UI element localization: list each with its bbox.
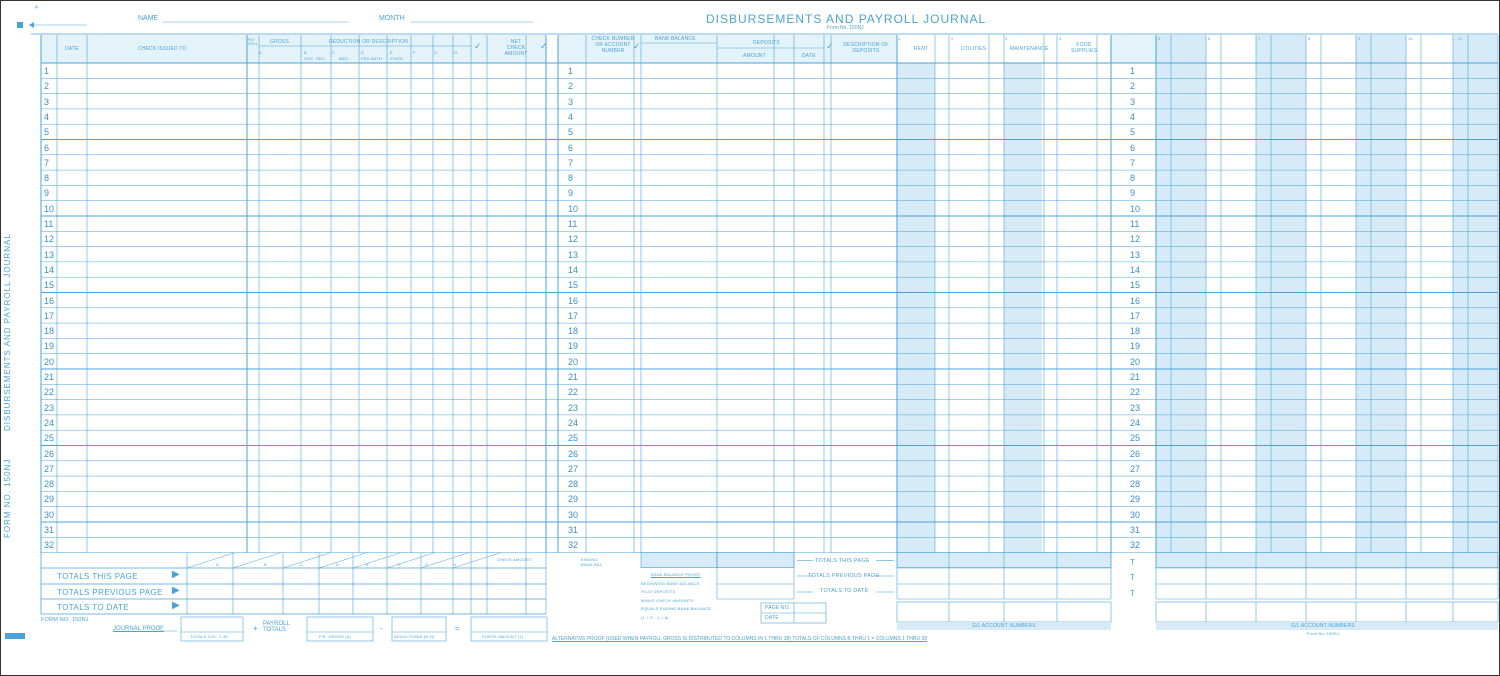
bank-proof-note: BANK BALANCE PROOF [651,572,701,577]
check-mark-icon: ✓ [633,42,641,52]
sub-e: E [390,50,393,55]
row-number-left: 31 [44,525,55,535]
row-number-left: 14 [44,264,55,275]
right-num-10: 10 [1408,36,1413,41]
expense-num-1: 1 [898,36,901,41]
totals-col-label: TOTALS COL. 1-30 [190,634,228,639]
row-number-right: 5 [1130,127,1136,138]
side-form-number: FORM NO. 150NJ [3,458,12,538]
name-label: NAME [138,15,159,22]
col-deposits: DEPOSITS [753,40,780,46]
row-number-mid: 24 [568,417,579,428]
sub-a: A [259,50,262,55]
row-number-left: 25 [44,433,55,444]
row-number-mid: 13 [568,249,579,260]
corner-number: 4 [35,5,38,11]
shaded-column [897,35,935,553]
ending-bank-bal: ENDING BANK BAL. [581,557,604,567]
totals-letter: E [366,562,369,567]
row-number-left: 24 [44,417,55,428]
col-date: DATE [65,46,79,52]
right-num-6: 6 [1208,36,1211,41]
shaded-column [1156,35,1206,553]
row-number-right: 20 [1130,356,1141,367]
totals-letter: H [453,562,457,567]
corner-marker [17,22,23,28]
row-number-left: 26 [44,448,55,459]
row-number-right: 3 [1130,96,1136,107]
gl-account-box [1156,602,1498,622]
row-number-right: 27 [1130,463,1141,474]
row-number-right: 24 [1130,417,1141,428]
gl-account-numbers-left: G/L ACCOUNT NUMBERS [972,623,1036,629]
row-number-mid: 18 [568,326,579,337]
row-number-mid: 15 [568,280,579,291]
right-num-11: 11 [1458,36,1463,41]
deductions-label: DEDUCTIONS (B-H) [394,634,435,639]
row-number-mid: 11 [568,219,578,229]
row-number-mid: 16 [568,295,579,306]
page-title: DISBURSEMENTS AND PAYROLL JOURNAL [706,12,987,26]
journal-proof-label: JOURNAL PROOF [113,626,164,632]
bank-proof-note: (1 + S - 1 = a) [641,614,669,620]
sub-med: MED. [339,56,350,61]
row-number-left: 32 [44,540,55,551]
col-gross: GROSS [270,39,290,45]
totals-letter: A [216,562,219,567]
row-number-mid: 3 [568,96,574,107]
col-description-deposits: DESCRIPTION OF DEPOSITS [843,42,889,54]
col-net-check: NET CHECK AMOUNT [504,39,528,57]
totals-letter: G [425,562,429,567]
pr-gross-label: P.R. GROSS (A) [319,634,352,639]
row-number-mid: 14 [568,264,579,275]
totals-letter: F [398,562,401,567]
journal-grid [1,1,1499,675]
row-number-left: 16 [44,295,55,306]
expense-num-3: 3 [1005,36,1008,41]
totals-letter: C [300,562,304,567]
sub-state: STATE [390,56,404,61]
row-number-mid: 20 [568,356,579,367]
right-num-7: 7 [1258,36,1261,41]
row-number-left: 3 [44,96,50,107]
row-number-mid: 8 [568,173,574,184]
row-number-left: 12 [44,234,55,245]
row-number-right: 29 [1130,494,1141,505]
row-number-mid: 26 [568,448,579,459]
row-number-right: 16 [1130,295,1141,306]
check-mark-icon: ✓ [540,42,548,52]
row-number-mid: 32 [568,540,579,551]
row-number-left: 8 [44,173,50,184]
totals-this-page-label: TOTALS THIS PAGE [57,572,138,581]
check-mark-icon: ✓ [474,42,482,52]
row-number-left: 19 [44,341,55,352]
right-num-8: 8 [1308,36,1311,41]
right-num-5: 5 [1158,36,1161,41]
row-number-right: 23 [1130,402,1141,413]
row-number-right: 7 [1130,157,1136,168]
totals-diagonal [453,553,501,568]
mid-totals-this-page: TOTALS THIS PAGE [815,558,870,564]
shaded-column [1356,35,1406,553]
row-number-mid: 17 [568,310,579,321]
row-number-right: 30 [1130,509,1141,520]
row-number-right: 25 [1130,433,1141,444]
expense-num-4: 4 [1059,36,1062,41]
payroll-totals-label: PAYROLL TOTALS [263,621,290,633]
arrow-left-icon [29,22,34,28]
row-number-right: 12 [1130,234,1141,245]
ending-balance-box [641,553,717,568]
col-deposit-amount: AMOUNT [743,53,766,59]
sub-b: B [304,50,307,55]
row-number-left: 21 [44,372,55,382]
corner-marker-bottom [5,633,25,639]
row-number-left: 4 [44,111,50,122]
alternative-proof-text: ALTERNATIVE PROOF (USED WHEN PAYROLL GROSS IS DISTRIBUTED TO COLUMNS IN 1 THRU 38) TOTALS OF COLUMNS B THRU 1 = COLUMNS 1 THRU 39 [552,636,928,642]
row-number-mid: 25 [568,433,579,444]
row-number-mid: 19 [568,341,579,352]
col-check-number: CHECK NUMBER OR ACCOUNT NUMBER [591,36,635,54]
row-number-left: 15 [44,280,55,291]
mid-totals-to-date: TOTALS TO DATE [820,588,869,594]
row-number-mid: 2 [568,81,574,92]
totals-check-amount: CHECK AMOUNT [497,557,532,562]
check-amount-total-label: CHECK AMOUNT (1) [482,634,524,639]
row-number-mid: 5 [568,127,574,138]
sub-soc-sec: SOC. SEC. [304,56,327,61]
sub-c: C [332,50,336,55]
row-number-right: 22 [1130,387,1141,398]
plus-sign: + [253,624,258,633]
row-number-right: 4 [1130,111,1136,122]
t-marker: T [1130,573,1135,582]
row-number-mid: 23 [568,402,579,413]
form-number-right: Form No. 150RJ [1307,631,1340,636]
row-number-mid: 1 [568,66,574,76]
row-number-mid: 10 [568,203,579,214]
col-payroll: PAY ROLL [248,38,258,46]
t-marker: T [1130,589,1135,598]
gl-account-numbers-right: G/L ACCOUNT NUMBERS [1291,623,1355,629]
row-number-left: 29 [44,494,55,505]
row-number-right: 17 [1130,310,1141,321]
totals-diagonal [187,553,235,568]
month-label: MONTH [379,15,405,22]
minus-sign: - [380,624,383,633]
sub-fed-with: FED.WITH [361,56,382,61]
row-number-mid: 7 [568,157,574,168]
totals-letter: B [264,562,267,567]
date-label: DATE [765,615,779,621]
row-number-mid: 28 [568,479,579,490]
bank-proof-note: BEGINNING BANK BALANCE [641,580,700,586]
shaded-column [1004,35,1042,553]
row-number-left: 1 [44,66,50,76]
t-marker: T [1130,558,1135,567]
row-number-mid: 30 [568,509,579,520]
check-mark-icon: ✓ [826,42,834,52]
shaded-column [1453,35,1498,553]
row-number-left: 6 [44,142,50,153]
row-number-mid: 9 [568,188,574,199]
page-no-label: PAGE NO. [765,605,791,611]
row-number-right: 8 [1130,173,1136,184]
row-number-right: 28 [1130,479,1141,490]
row-number-left: 20 [44,356,55,367]
row-number-right: 13 [1130,249,1141,260]
arrow-right-icon: ▶ [172,600,180,611]
sub-g: G [434,50,438,55]
sub-f: F [413,50,416,55]
row-number-left: 28 [44,479,55,490]
row-number-mid: 29 [568,494,579,505]
row-number-left: 13 [44,249,55,260]
row-number-left: 27 [44,463,55,474]
totals-letter: D [336,562,340,567]
expense-num-2: 2 [951,36,954,41]
bank-proof-note: MINUS CHECK AMOUNTS [641,597,694,603]
right-total-row [1156,553,1498,568]
totals-diagonal [283,553,331,568]
col-rent: RENT [914,46,929,52]
footer-form-no: FORM NO. 150NJ [41,617,89,623]
form-subtitle: Form No. 150NJ [827,25,864,31]
row-number-right: 1 [1130,66,1136,76]
left-header-band [41,35,546,63]
totals-diagonal [233,553,281,568]
row-number-mid: 31 [568,525,579,535]
bank-proof-note: EQUALS ENDING BANK BALANCE [641,606,711,611]
row-number-left: 22 [44,387,55,398]
shaded-column [1256,35,1306,553]
totals-to-date-label: TOTALS TO DATE [57,603,129,612]
right-num-9: 9 [1358,36,1361,41]
row-number-right: 14 [1130,264,1141,275]
row-number-left: 7 [44,157,50,168]
bank-proof-note: PLUS DEPOSITS [641,589,676,594]
col-bank-balance: BANK BALANCE [655,36,696,42]
row-number-left: 30 [44,509,55,520]
row-number-right: 18 [1130,326,1141,337]
row-number-left: 23 [44,402,55,413]
col-utilities: UTILITIES [961,46,987,52]
arrow-right-icon: ▶ [172,569,180,580]
row-number-right: 32 [1130,540,1141,551]
equals-sign: = [455,624,460,633]
col-food-supplies: FOOD SUPPLIES [1070,42,1098,54]
row-number-right: 15 [1130,280,1141,291]
row-number-right: 9 [1130,188,1136,199]
totals-previous-page-label: TOTALS PREVIOUS PAGE [57,588,163,597]
row-number-right: 11 [1130,219,1140,229]
row-number-mid: 4 [568,111,574,122]
row-number-mid: 21 [568,372,579,382]
row-number-left: 18 [44,326,55,337]
col-deduction: DEDUCTION OR DESCRIPTION [329,39,408,45]
row-number-left: 5 [44,127,50,138]
row-num-header-band [1111,35,1156,63]
col-check-issued-to: CHECK ISSUED TO [138,46,187,52]
side-journal-title: DISBURSEMENTS AND PAYROLL JOURNAL [3,233,12,431]
row-number-right: 2 [1130,81,1136,92]
row-number-left: 11 [44,219,54,229]
row-number-mid: 6 [568,142,574,153]
row-number-left: 2 [44,81,50,92]
row-number-right: 21 [1130,372,1141,382]
col-maintenance: MAINTENANCE [1010,46,1049,52]
sub-d: D [361,50,365,55]
row-number-right: 19 [1130,341,1141,352]
row-number-right: 6 [1130,142,1136,153]
arrow-right-icon: ▶ [172,585,180,596]
sub-h: H [454,50,458,55]
row-number-right: 31 [1130,525,1141,535]
row-number-left: 10 [44,203,55,214]
mid-totals-previous-page: TOTALS PREVIOUS PAGE [808,573,880,579]
row-number-mid: 22 [568,387,579,398]
col-deposit-date: DATE [802,53,816,59]
row-number-left: 9 [44,188,50,199]
deposit-total-box [717,553,794,568]
row-number-right: 26 [1130,448,1141,459]
row-number-left: 17 [44,310,55,321]
row-number-right: 10 [1130,203,1141,214]
row-number-mid: 12 [568,234,579,245]
row-number-mid: 27 [568,463,579,474]
